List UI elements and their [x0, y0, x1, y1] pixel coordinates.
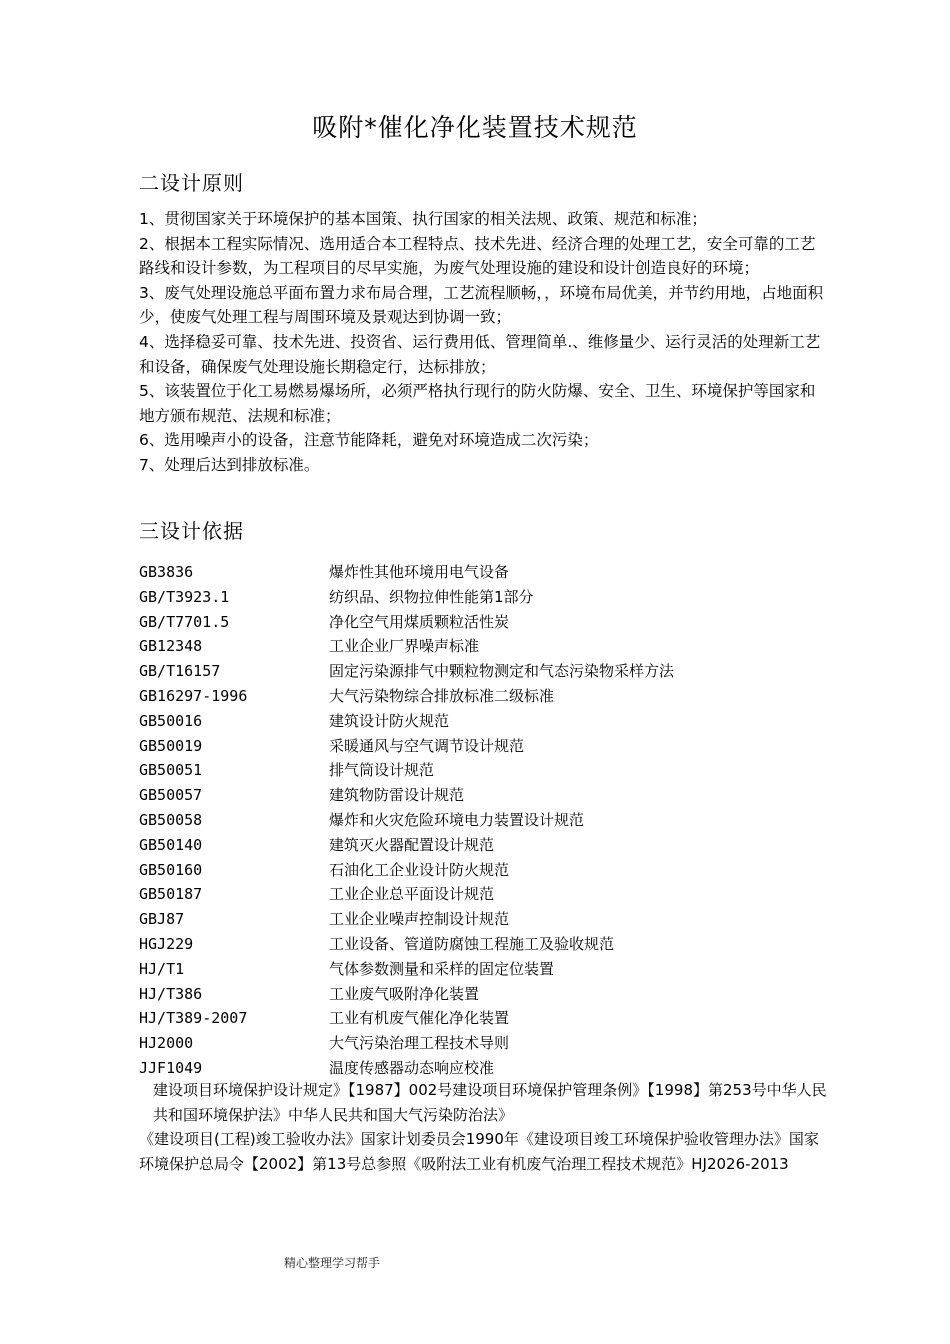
standard-code: GB50160	[139, 860, 203, 879]
standard-code: GBJ87	[139, 910, 185, 929]
standard-code: GB50051	[139, 761, 203, 780]
standard-row	[139, 858, 839, 883]
standard-code: GB/T16157	[139, 662, 221, 681]
standard-code: HJ2000	[139, 1034, 194, 1053]
references-paragraph: 《建设项目(工程)竣工验收办法》国家计划委员会1990年《建设项目竣工环境保护验收管理办法》国家环境保护总局令【2002】第13号总参照《吸附法工业有机废气治理工程技术规范》HJ2026-2013	[139, 1130, 819, 1173]
standard-code: GB50058	[139, 810, 203, 829]
standard-code: GB50057	[139, 786, 203, 805]
standard-code: GB50016	[139, 711, 203, 730]
standard-name: 工业废气吸附净化装置	[329, 984, 480, 1003]
principle-item: 5、该装置位于化工易燃易爆场所，必须严格执行现行的防火防爆、安全、卫生、环境保护等国家和地方颁布规范、法规和标准；	[139, 382, 816, 425]
standard-row	[139, 957, 839, 982]
standard-row	[139, 982, 839, 1007]
standard-code: HJ/T1	[139, 959, 185, 978]
standard-code: GB50187	[139, 885, 203, 904]
standard-name: 气体参数测量和采样的固定位装置	[329, 959, 555, 978]
standard-code: GB50019	[139, 736, 203, 755]
standard-name: 建筑物防雷设计规范	[329, 786, 465, 805]
principle-item: 6、选用噪声小的设备，注意节能降耗，避免对环境造成二次污染；	[139, 431, 599, 450]
standard-row	[139, 610, 839, 635]
standard-row	[139, 585, 839, 610]
standard-code: HJ/T389-2007	[139, 1009, 248, 1028]
references-block	[139, 1078, 829, 1176]
references-paragraph: 建设项目环境保护设计规定》【1987】002号建设项目环境保护管理条例》【1998】第253号中华人民共和国环境保护法》中华人民共和国大气污染防治法》	[153, 1081, 827, 1124]
standard-name: 工业企业厂界噪声标准	[329, 637, 480, 656]
standard-name: 大气污染物综合排放标准二级标准	[329, 686, 555, 705]
standard-row	[139, 783, 839, 808]
standard-name: 工业有机废气催化净化装置	[329, 1009, 510, 1028]
principle-item: 7、处理后达到排放标准。	[139, 455, 320, 474]
document-title: 吸附*催化净化装置技术规范	[312, 113, 638, 142]
standard-name: 纺织品、织物拉伸性能第1部分	[329, 587, 534, 606]
page-footer: 精心整理学习帮手	[284, 1256, 381, 1270]
standard-row	[139, 659, 839, 684]
standard-name: 爆炸性其他环境用电气设备	[329, 563, 510, 581]
standard-name: 大气污染治理工程技术导则	[329, 1034, 510, 1053]
standard-row	[139, 634, 839, 659]
standard-code: GB12348	[139, 637, 203, 656]
standard-code: GB3836	[139, 563, 194, 581]
standard-name: 建筑设计防火规范	[329, 711, 450, 730]
design-principles-list	[139, 207, 829, 478]
standard-name: 固定污染源排气中颗粒物测定和气态污染物采样方法	[329, 662, 675, 681]
standard-row	[139, 709, 839, 734]
standard-code: JJF1049	[139, 1058, 203, 1077]
standard-name: 温度传感器动态响应校准	[329, 1058, 495, 1077]
principle-item: 4、选择稳妥可靠、技术先进、投资省、运行费用低、管理简单.、维修量少、运行灵活的处理新工艺和设备，确保废气处理设施长期稳定行，达标排放；	[139, 332, 821, 376]
standard-row	[139, 808, 839, 833]
standard-name: 工业设备、管道防腐蚀工程施工及验收规范	[329, 934, 615, 953]
standard-name: 净化空气用煤质颗粒活性炭	[329, 612, 510, 631]
standards-list	[139, 560, 839, 1081]
standard-code: GB16297-1996	[139, 686, 248, 705]
principle-item: 3、废气处理设施总平面布置力求布局合理，工艺流程顺畅，，环境布局优美，并节约用地，占地面积少，使废气处理工程与周围环境及景观达到协调一致；	[139, 283, 824, 327]
standard-row	[139, 758, 839, 783]
standard-name: 石油化工企业设计防火规范	[329, 860, 510, 879]
standard-code: GB50140	[139, 835, 203, 854]
standard-row	[139, 833, 839, 858]
principle-item: 2、根据本工程实际情况、选用适合本工程特点、技术先进、经济合理的处理工艺，安全可靠的工艺路线和设计参数，为工程项目的尽早实施，为废气处理设施的建设和设计创造良好的环境；	[139, 234, 816, 278]
standard-name: 爆炸和火灾危险环境电力装置设计规范	[329, 810, 585, 829]
standard-name: 排气筒设计规范	[329, 761, 435, 780]
standard-name: 建筑灭火器配置设计规范	[329, 835, 495, 854]
standard-code: HJ/T386	[139, 984, 203, 1003]
section-heading-design-principles: 二设计原则	[139, 171, 244, 195]
standard-row	[139, 684, 839, 709]
standard-name: 工业企业噪声控制设计规范	[329, 910, 510, 929]
section-heading-design-basis: 三设计依据	[139, 519, 244, 543]
standard-row	[139, 882, 839, 907]
standard-row	[139, 932, 839, 957]
standard-code: HGJ229	[139, 934, 194, 953]
standard-row	[139, 560, 839, 585]
standard-row	[139, 1056, 839, 1081]
standard-code: GB/T3923.1	[139, 587, 230, 606]
standard-name: 工业企业总平面设计规范	[329, 885, 495, 904]
standard-name: 采暖通风与空气调节设计规范	[329, 736, 525, 755]
standard-row	[139, 1006, 839, 1031]
standard-row	[139, 907, 839, 932]
standard-code: GB/T7701.5	[139, 612, 230, 631]
standard-row	[139, 1031, 839, 1056]
standard-row	[139, 734, 839, 759]
principle-item: 1、贯彻国家关于环境保护的基本国策、执行国家的相关法规、政策、规范和标准；	[139, 210, 707, 228]
